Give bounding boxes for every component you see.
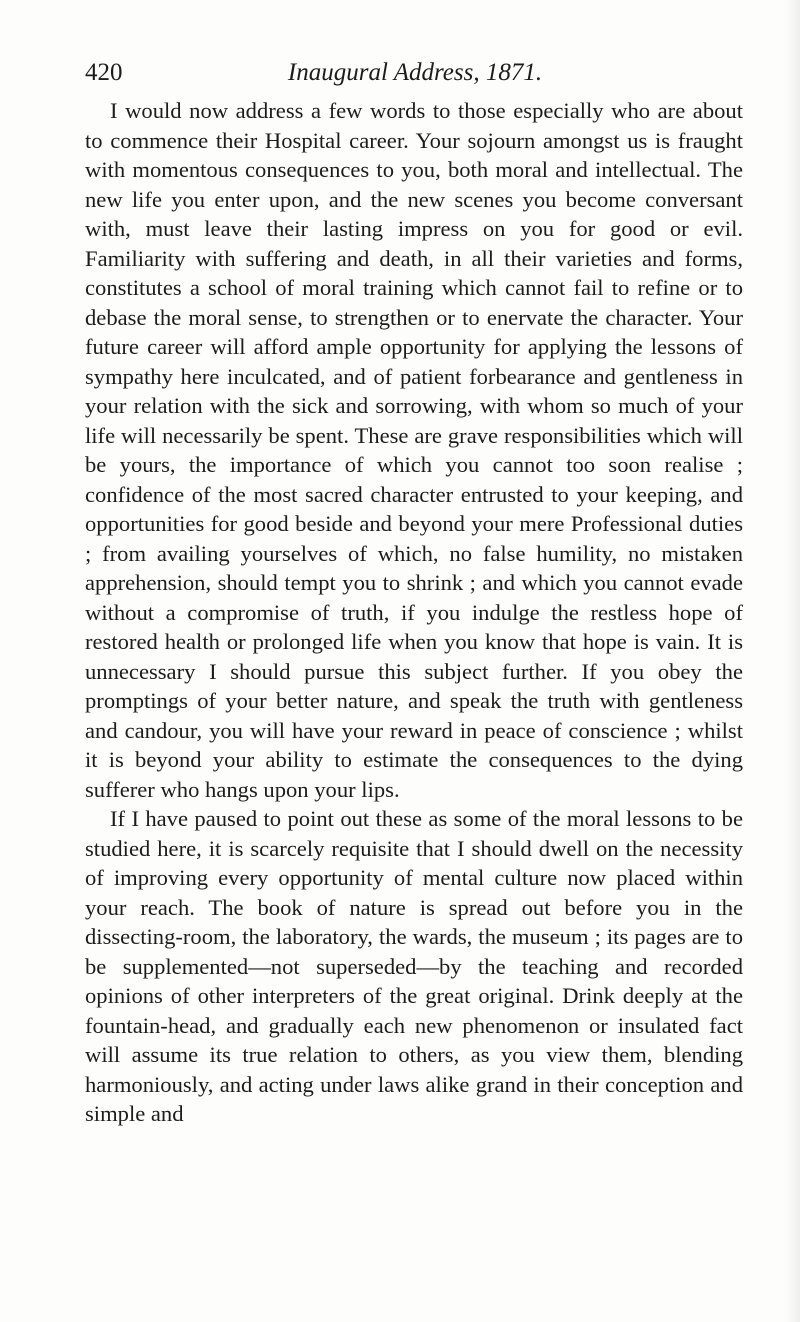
paragraph-1: I would now address a few words to those especially who are about to commence their Hospital career. Your sojourn amongst us is fraught with momentous consequences to you, both moral and intellectual. The new life you enter upon, and the new scenes you become conversant with, must leave their lasting impress on you for good or evil. Familiarity with suffering and death, in all their varieties and forms, constitutes a school of moral training which cannot fail to refine or to debase the moral sense, to strengthen or to enervate the character. Your future career will afford ample opportunity for applying the lessons of sympathy here inculcated, and of patient forbearance and gentleness in your relation with the sick and sorrowing, with whom so much of your life will necessarily be spent. These are grave responsibilities which will be yours, the importance of which you cannot too soon realise ; confidence of the most sacred character entrusted to your keeping, and opportunities for good beside and beyond your mere Professional duties ; from availing yourselves of which, no false humility, no mistaken apprehension, should tempt you to shrink ; and which you cannot evade without a compromise of truth, if you indulge the restless hope of restored health or prolonged life when you know that hope is vain. It is unnecessary I should pursue this subject further. If you obey the promptings of your better nature, and speak the truth with gentleness and candour, you will have your reward in peace of conscience ; whilst it is beyond your ability to estimate the consequences to the dying sufferer who hangs upon your lips. [85,98,743,802]
paragraph-2: If I have paused to point out these as some of the moral lessons to be studied here, it is scarcely requisite that I should dwell on the necessity of improving every opportunity of mental culture now placed within your reach. The book of nature is spread out before you in the dissecting-room, the laboratory, the wards, the museum ; its pages are to be supplemented—not superseded—by the teaching and recorded opinions of other interpreters of the great original. Drink deeply at the fountain-head, and gradually each new phenomenon or insulated fact will assume its true relation to others, as you view them, blending harmoniously, and acting under laws alike grand in their conception and simple and [85,806,743,1126]
body-text [85,96,743,1129]
page-number: 420 [85,59,123,86]
page-header [85,56,745,90]
running-head: Inaugural Address, 1871. [287,59,543,86]
page-edge-shadow [786,0,800,1322]
